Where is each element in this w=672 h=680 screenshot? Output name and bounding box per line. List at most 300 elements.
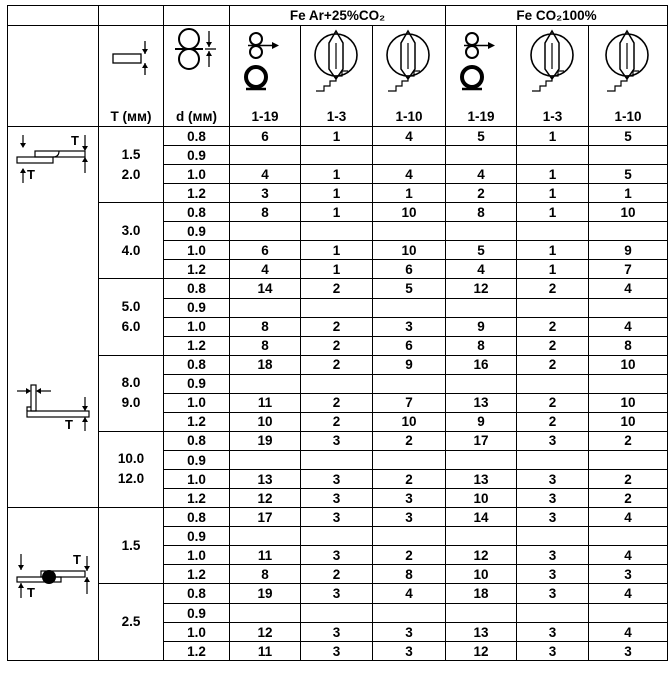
setting-value: 1 [548, 261, 557, 277]
setting-value: 1 [332, 185, 341, 201]
setting-value-cell [301, 642, 373, 661]
setting-value-cell [301, 260, 373, 279]
setting-value-cell [446, 317, 517, 336]
setting-value: 4 [405, 586, 413, 601]
setting-value: 8 [405, 566, 413, 582]
thickness-label-cell [99, 106, 164, 127]
setting-value-cell [230, 222, 301, 241]
setting-value-cell [517, 355, 589, 374]
blank-header-cell [8, 26, 99, 107]
table-row [8, 508, 668, 527]
setting-value-cell [230, 127, 301, 146]
setting-value-cell [446, 470, 517, 489]
setting-value-cell [373, 451, 446, 470]
setting-value: 4 [624, 319, 632, 334]
setting-value-cell [230, 279, 301, 298]
joint-diagram-cell [8, 508, 99, 661]
setting-value: 17 [473, 433, 489, 449]
voltage-knob-icon [528, 29, 578, 95]
setting-value: 13 [473, 395, 489, 411]
setting-value-cell [373, 260, 446, 279]
thickness-value: 5.0 [121, 298, 141, 314]
setting-value: 3 [548, 433, 557, 449]
setting-value-cell [589, 241, 668, 260]
setting-value: 9 [624, 242, 632, 258]
setting-range-cell [373, 106, 446, 127]
setting-value: 2 [332, 395, 341, 411]
wire-diameter-value: 0.8 [187, 280, 206, 296]
wire-diameter-value: 1.0 [187, 471, 206, 487]
setting-value-cell [301, 527, 373, 546]
wire-diameter-value: 1.2 [187, 261, 206, 277]
setting-value-cell [589, 623, 668, 642]
wire-diameter-value: 1.0 [187, 395, 206, 411]
wire-feed-icon [458, 29, 504, 95]
setting-value: 1 [332, 261, 341, 277]
wire-diameter-value: 1.0 [187, 547, 206, 563]
setting-value-cell [301, 374, 373, 393]
wire-diameter-value: 1.0 [187, 319, 206, 334]
setting-value-cell [589, 298, 668, 317]
setting-value-cell [446, 451, 517, 470]
wire-diameter-icon [172, 27, 222, 71]
setting-value-cell [230, 184, 301, 203]
setting-value-cell [301, 279, 373, 298]
setting-value: 2 [332, 338, 341, 353]
wire-diameter-value: 1.2 [187, 338, 206, 353]
wire-diameter-value: 0.9 [187, 300, 206, 315]
setting-value: 5 [477, 128, 485, 144]
setting-value-cell [373, 642, 446, 661]
setting-value: 10 [620, 395, 636, 411]
setting-value-cell [373, 527, 446, 546]
setting-value: 6 [405, 338, 413, 353]
setting-value-cell [373, 127, 446, 146]
setting-value: 3 [332, 490, 341, 506]
setting-value-cell [373, 165, 446, 184]
setting-value-cell [517, 546, 589, 565]
blank-header-cell [164, 6, 230, 26]
thickness-value: 2.5 [121, 614, 141, 629]
thickness-icon [109, 35, 153, 75]
setting-value-cell [446, 279, 517, 298]
wire-diameter-cell [164, 451, 230, 470]
setting-value-cell [301, 623, 373, 642]
setting-value: 2 [624, 433, 632, 449]
setting-value: 10 [401, 414, 417, 430]
setting-value-cell [301, 317, 373, 336]
setting-value: 7 [405, 395, 413, 411]
setting-value-cell [301, 146, 373, 165]
setting-value: 1 [332, 166, 341, 182]
setting-value-cell [373, 604, 446, 623]
setting-value-cell [230, 165, 301, 184]
setting-value: 2 [548, 414, 557, 430]
setting-value-cell [373, 565, 446, 584]
setting-value-cell [446, 355, 517, 374]
setting-value-cell [589, 642, 668, 661]
setting-value-cell [517, 146, 589, 165]
setting-value-cell [589, 412, 668, 431]
setting-value: 10 [620, 414, 636, 430]
svg-text:T: T [65, 417, 73, 431]
header-label-row [8, 106, 668, 127]
setting-value-cell [446, 604, 517, 623]
setting-value-cell [517, 527, 589, 546]
setting-value: 4 [477, 166, 485, 182]
setting-value-cell [517, 431, 589, 450]
setting-value: 13 [473, 624, 489, 640]
setting-value-cell [373, 470, 446, 489]
setting-value-cell [301, 489, 373, 508]
setting-value: 12 [257, 490, 273, 506]
wire-diameter-cell [164, 642, 230, 661]
svg-text:T: T [71, 133, 79, 148]
wire-diameter-value: 0.9 [187, 605, 206, 621]
setting-value-cell [517, 604, 589, 623]
setting-value-cell [373, 241, 446, 260]
voltage-knob-icon [312, 29, 362, 95]
thickness-value: 2.0 [121, 166, 141, 182]
setting-value: 8 [477, 204, 485, 220]
setting-value-cell [230, 451, 301, 470]
setting-value-cell [230, 604, 301, 623]
table-row [8, 279, 668, 298]
setting-value-cell [589, 451, 668, 470]
setting-value: 3 [405, 509, 413, 525]
setting-value: 3 [332, 643, 341, 659]
setting-value: 6 [261, 242, 269, 258]
wire-diameter-value: 0.9 [187, 528, 206, 544]
setting-value: 3 [548, 547, 557, 563]
setting-range-label: 1-10 [395, 108, 423, 124]
setting-value-cell [589, 584, 668, 604]
thickness-cell [99, 508, 164, 584]
setting-value-cell [446, 374, 517, 393]
setting-value: 2 [332, 357, 341, 373]
setting-value-cell [301, 565, 373, 584]
setting-value-cell [589, 165, 668, 184]
setting-value: 10 [401, 204, 417, 220]
setting-value-cell [589, 336, 668, 355]
setting-value-cell [301, 127, 373, 146]
setting-value-cell [589, 374, 668, 393]
svg-text:T: T [27, 167, 35, 182]
wire-diameter-value: 0.8 [187, 509, 206, 525]
setting-value: 2 [548, 280, 557, 296]
svg-text:T: T [73, 552, 81, 567]
wire-diameter-cell [164, 127, 230, 146]
wire-diameter-value: 0.9 [187, 376, 206, 392]
wire-diameter-cell [164, 489, 230, 508]
wire-diameter-cell [164, 184, 230, 203]
setting-value-cell [446, 508, 517, 527]
setting-range-cell [589, 106, 668, 127]
wire-diameter-cell [164, 584, 230, 604]
setting-value: 9 [477, 414, 485, 430]
setting-value-cell [517, 336, 589, 355]
setting-value-cell [446, 623, 517, 642]
setting-value: 1 [624, 185, 632, 201]
setting-value: 12 [473, 547, 489, 563]
setting-value-cell [589, 565, 668, 584]
setting-value: 3 [405, 624, 413, 640]
setting-value-cell [517, 489, 589, 508]
setting-value-cell [517, 127, 589, 146]
setting-value-cell [301, 203, 373, 222]
setting-value-cell [446, 431, 517, 450]
setting-value-cell [230, 393, 301, 412]
setting-value-cell [446, 127, 517, 146]
setting-value-cell [446, 527, 517, 546]
setting-value-cell [589, 279, 668, 298]
setting-range-label: 1-19 [251, 108, 279, 124]
setting-value-cell [517, 584, 589, 604]
setting-range-cell [446, 106, 517, 127]
thickness-value: 4.0 [121, 242, 141, 258]
setting-value: 10 [473, 566, 489, 582]
wire-diameter-cell [164, 222, 230, 241]
setting-value: 2 [332, 566, 341, 582]
setting-value-cell [517, 203, 589, 222]
setting-range-cell [517, 106, 589, 127]
setting-value: 2 [624, 490, 632, 506]
setting-value-cell [230, 470, 301, 489]
setting-value: 3 [332, 509, 341, 525]
setting-value-cell [230, 508, 301, 527]
blank-header-cell [8, 106, 99, 127]
setting-value: 4 [624, 509, 632, 525]
setting-value-cell [373, 146, 446, 165]
setting-value: 2 [332, 280, 341, 296]
speed-knob-icon [603, 29, 653, 95]
setting-value: 1 [548, 128, 557, 144]
wire-diameter-cell [164, 336, 230, 355]
setting-value-cell [517, 642, 589, 661]
setting-value: 10 [401, 242, 417, 258]
setting-value: 4 [261, 261, 269, 277]
setting-value-cell [446, 241, 517, 260]
setting-value-cell [446, 184, 517, 203]
wire-diameter-value: 1.0 [187, 242, 206, 258]
setting-value-cell [301, 431, 373, 450]
setting-value-cell [589, 470, 668, 489]
setting-value: 4 [624, 586, 632, 601]
setting-value-cell [230, 623, 301, 642]
setting-value: 1 [548, 204, 557, 220]
setting-value: 3 [332, 586, 341, 601]
setting-value-cell [301, 355, 373, 374]
wire-diameter-value: 0.8 [187, 357, 206, 373]
setting-value-cell [589, 604, 668, 623]
setting-value-cell [446, 393, 517, 412]
setting-value: 3 [548, 643, 557, 659]
setting-value: 5 [624, 166, 632, 182]
setting-value-cell [230, 642, 301, 661]
setting-value: 2 [405, 433, 413, 449]
thickness-cell [99, 127, 164, 203]
setting-value: 3 [332, 471, 341, 487]
setting-value-cell [373, 374, 446, 393]
setting-value: 1 [405, 185, 413, 201]
setting-value-cell [517, 623, 589, 642]
setting-value: 8 [624, 338, 632, 353]
setting-value: 7 [624, 261, 632, 277]
setting-value-cell [301, 393, 373, 412]
setting-value: 3 [405, 490, 413, 506]
wire-diameter-cell [164, 393, 230, 412]
setting-icon-cell [446, 26, 517, 107]
wire-diameter-value: 1.2 [187, 566, 206, 582]
setting-value-cell [589, 184, 668, 203]
setting-value: 3 [548, 471, 557, 487]
setting-value: 9 [477, 319, 485, 334]
wire-diameter-cell [164, 317, 230, 336]
setting-value: 1 [332, 128, 341, 144]
wire-diameter-cell [164, 565, 230, 584]
setting-value-cell [230, 336, 301, 355]
setting-range-cell [230, 106, 301, 127]
setting-value-cell [517, 279, 589, 298]
setting-value: 3 [261, 185, 269, 201]
setting-icon-cell [589, 26, 668, 107]
wire-diameter-cell [164, 355, 230, 374]
wire-diameter-cell [164, 298, 230, 317]
setting-value-cell [373, 184, 446, 203]
setting-value-cell [373, 279, 446, 298]
setting-value: 2 [405, 547, 413, 563]
setting-value-cell [517, 470, 589, 489]
setting-value: 4 [477, 261, 485, 277]
thickness-cell [99, 279, 164, 355]
thickness-cell [99, 431, 164, 507]
setting-value-cell [589, 146, 668, 165]
setting-value: 6 [405, 261, 413, 277]
thickness-value: 12.0 [117, 471, 145, 487]
setting-value: 9 [405, 357, 413, 373]
thickness-value: 1.5 [121, 146, 141, 162]
lap-joint-icon [13, 133, 93, 185]
setting-value: 8 [261, 204, 269, 220]
setting-value-cell [230, 146, 301, 165]
setting-value-cell [517, 165, 589, 184]
table-row [8, 584, 668, 604]
setting-value: 2 [332, 414, 341, 430]
setting-value-cell [517, 317, 589, 336]
setting-value-cell [373, 298, 446, 317]
setting-icon-cell [373, 26, 446, 107]
setting-value: 4 [624, 624, 632, 640]
setting-value: 13 [473, 471, 489, 487]
setting-value: 8 [261, 566, 269, 582]
welding-parameter-table [7, 5, 668, 661]
setting-value: 2 [477, 185, 485, 201]
setting-value-cell [446, 336, 517, 355]
wire-diameter-value: 0.8 [187, 433, 206, 449]
wire-diameter-value: 0.8 [187, 586, 206, 601]
table-row [8, 355, 668, 374]
wire-diameter-value: 0.9 [187, 223, 206, 239]
wire-diameter-value: 0.8 [187, 128, 206, 144]
setting-value: 2 [548, 357, 557, 373]
setting-value-cell [517, 412, 589, 431]
setting-range-cell [301, 106, 373, 127]
setting-value-cell [301, 584, 373, 604]
setting-value-cell [517, 222, 589, 241]
gas-group-header [446, 6, 668, 26]
setting-value-cell [230, 260, 301, 279]
setting-value: 8 [477, 338, 485, 353]
setting-value: 3 [548, 509, 557, 525]
setting-value-cell [301, 184, 373, 203]
setting-value-cell [373, 355, 446, 374]
setting-value-cell [517, 241, 589, 260]
setting-value-cell [230, 489, 301, 508]
setting-value: 10 [620, 357, 636, 373]
thickness-value: 8.0 [121, 375, 141, 391]
setting-value: 2 [548, 395, 557, 411]
setting-value: 12 [257, 624, 273, 640]
setting-value: 2 [405, 471, 413, 487]
setting-range-label: 1-10 [614, 108, 642, 124]
setting-value: 8 [261, 338, 269, 353]
thickness-value: 6.0 [121, 318, 141, 334]
thickness-value: 9.0 [121, 395, 141, 411]
setting-value: 4 [624, 547, 632, 563]
wire-diameter-value: 0.9 [187, 452, 206, 468]
gas-group-label: Fe Ar+25%CO₂ [289, 8, 386, 23]
setting-value-cell [373, 336, 446, 355]
wire-feed-icon [242, 29, 288, 95]
thickness-cell [99, 355, 164, 431]
setting-value: 3 [548, 586, 557, 601]
gas-group-label: Fe CO₂100% [516, 8, 597, 23]
wire-diameter-cell [164, 241, 230, 260]
setting-value-cell [589, 546, 668, 565]
setting-value-cell [446, 298, 517, 317]
setting-value-cell [301, 412, 373, 431]
setting-value-cell [589, 203, 668, 222]
setting-value: 4 [405, 128, 413, 144]
setting-value-cell [589, 489, 668, 508]
blank-header-cell [8, 6, 99, 26]
setting-value-cell [373, 222, 446, 241]
fillet-joint-icon [13, 381, 93, 431]
setting-value-cell [230, 527, 301, 546]
wire-diameter-value: 1.0 [187, 166, 206, 182]
wire-diameter-cell [164, 546, 230, 565]
wire-diameter-cell [164, 203, 230, 222]
wire-diameter-cell [164, 431, 230, 450]
setting-range-label: 1-19 [467, 108, 495, 124]
setting-value: 1 [548, 185, 557, 201]
setting-value-cell [230, 355, 301, 374]
setting-value: 4 [624, 280, 632, 296]
wire-diameter-cell [164, 412, 230, 431]
wire-diameter-value: 1.2 [187, 414, 206, 430]
setting-value-cell [373, 489, 446, 508]
setting-value: 2 [548, 338, 557, 353]
setting-value-cell [301, 508, 373, 527]
setting-value-cell [230, 412, 301, 431]
table-row [8, 203, 668, 222]
setting-value: 12 [473, 643, 489, 659]
wire-diameter-column-label: d (мм) [176, 108, 217, 124]
setting-value-cell [589, 355, 668, 374]
setting-value-cell [301, 546, 373, 565]
setting-value-cell [589, 393, 668, 412]
setting-value-cell [446, 260, 517, 279]
